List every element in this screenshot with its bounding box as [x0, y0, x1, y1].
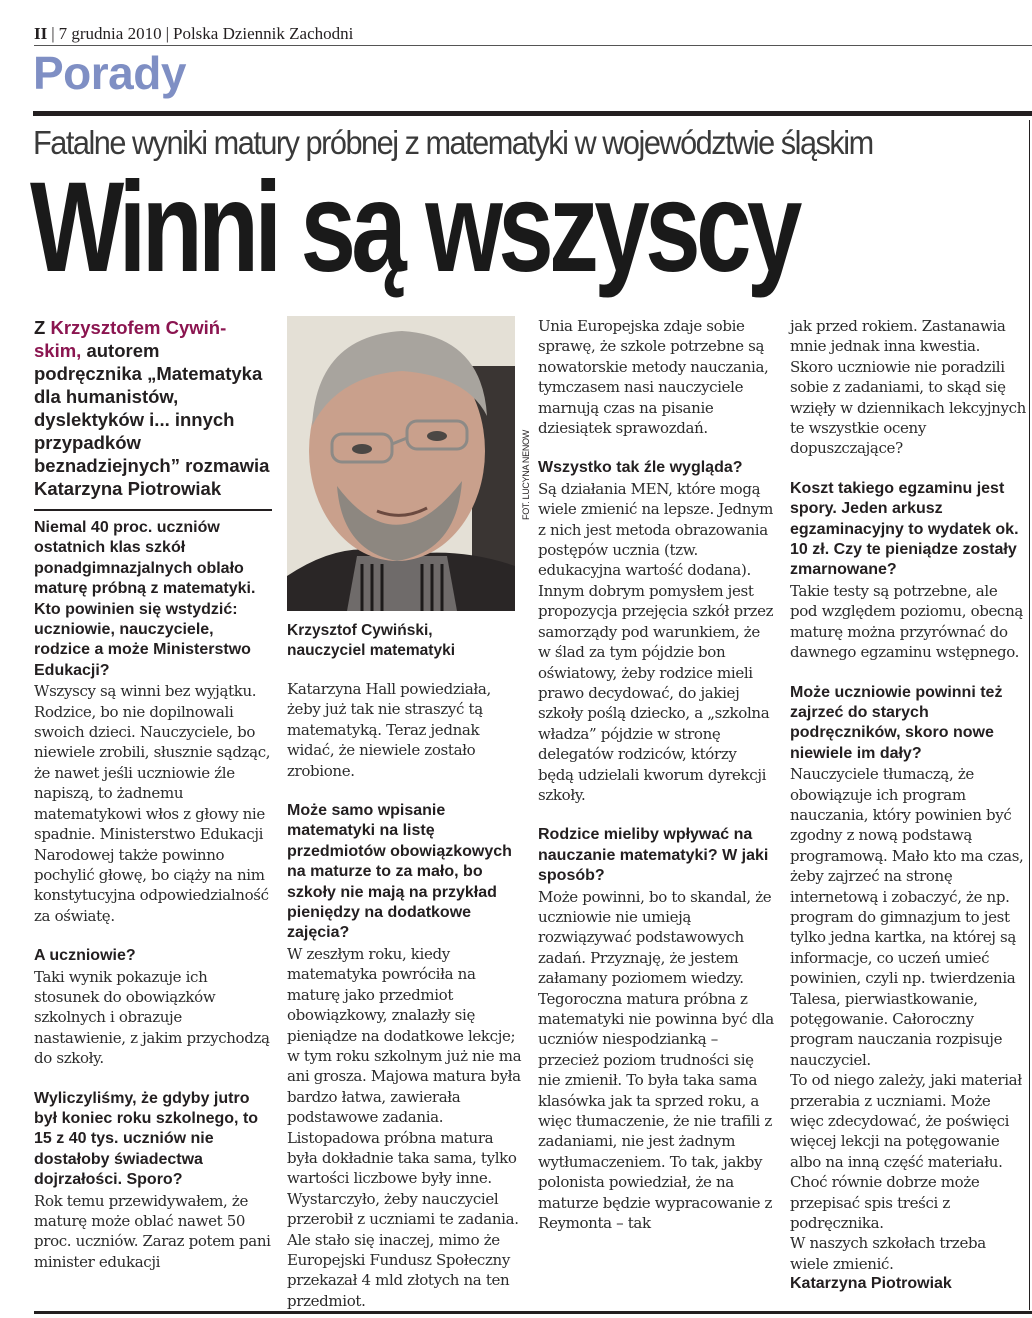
folio-separator: |: [51, 24, 55, 43]
article-headline: Winni są wszyscy: [30, 156, 798, 299]
intro-prefix: Z: [34, 317, 51, 338]
interview-answer: Wszyscy są winni bez wyjątku. Rodzice, bo nie dopilnowali swoich dzieci. Nauczyciele, bo niewiele zrobili, słusznie sądząc, że nawet jeśli uczniowie źle napiszą, to żadnemu matematykowi włos z głowy nie spadnie. Ministerstwo Edukacji Narodowej także powinno pochylić głowę, bo ciąży na nim konstytucyjna odpowiedzialność za oświatę.: [34, 682, 271, 925]
interview-answer: Nauczyciele tłumaczą, że obowiązuje ich program nauczania, który powinien być zgodny z nową podstawą programową. Mało kto ma czas, żeby zajrzeć na stronę internetową i zobaczyć, że np. program do gimnazjum to jest tylko jedna kartka, na której są informacje, co uczeń umieć powinien, czyli np. twierdzenia Talesa, pierwiastkowanie, potęgowanie. Całoroczny program nauczania rozpisuje nauczyciel.: [790, 765, 1024, 1069]
section-rule: [33, 111, 1032, 116]
paragraph-gap: [34, 1069, 272, 1089]
column-body: [538, 316, 774, 1233]
intro-text: autorem podręcznika „Matematyka dla humanistów, dyslektyków i... innych przypadków beznadziejnych” rozmawia Katarzyna Piotrowiak: [34, 340, 270, 499]
paragraph-gap: [538, 805, 774, 825]
author-signature: Katarzyna Piotrowiak: [790, 1275, 952, 1293]
page-edge-rule: [1029, 120, 1030, 1310]
paragraph-gap: [287, 781, 523, 801]
article-kicker: Fatalne wyniki matury próbnej z matematyki w województwie śląskim: [33, 124, 873, 161]
issue-date: 7 grudnia 2010: [58, 24, 162, 43]
interview-answer: Taki wynik pokazuje ich stosunek do obowiązków szkolnych i obrazuje nastawienie, z jakim przychodzą do szkoły.: [34, 967, 270, 1068]
folio: [34, 24, 353, 44]
paragraph-gap: [790, 663, 1026, 683]
interview-answer: Unia Europejska zdaje sobie sprawę, że szkole potrzebne są nowatorskie metody nauczania, tymczasem nasi nauczyciele marnują czas na pisanie dziesiątek sprawozdań.: [538, 317, 769, 438]
interview-answer: Może powinni, bo to skandal, że uczniowie nie umieją rozwiązywać podstawowych zadań. Przyznaję, że jestem załamany poziomem wiedzy. Tegoroczna matura próbna z matematyki nie powinna być dla uczniów niespodzianką – przecież poziom trudności się nie zmienił. To była taka sama klasówka jak ta sprzed roku, a więc tłumaczenie, że nie trafili z zadaniami, nie jest żadnym wytłumaczeniem. To tak, jakby polonista powiedział, że na maturze będzie wypracowanie z Reymonta – tak: [538, 887, 774, 1233]
interview-question: Niemal 40 proc. uczniów ostatnich klas szkół ponadgimnazjalnych oblało maturę próbną z matematyki. Kto powinien się wstydzić: uczniowie, nauczyciele, rodzice a może Ministerstwo Edukacji?: [34, 519, 256, 679]
interviewee-name: Krzysztofem Cywiń-skim,: [34, 317, 227, 361]
column-1: [34, 316, 272, 1272]
interview-question: Wszystko tak źle wygląda?: [538, 459, 743, 477]
column-body: [34, 518, 272, 1272]
interview-answer: To od niego zależy, jaki materiał przerabia z uczniami. Może więc zdecydować, że poświęci więcej lekcji na potęgowanie albo na inną część materiału. Choć równie dobrze może przepisać spis treści z podręcznika.: [790, 1071, 1022, 1233]
interview-question: Rodzice mieliby wpływać na nauczanie matematyki? W jaki sposób?: [538, 826, 769, 885]
interviewee-photo: [287, 316, 515, 611]
column-2: [287, 316, 523, 1311]
interview-answer: Rok temu przewidywałem, że maturę może oblać nawet 50 proc. uczniów. Zaraz potem pani minister edukacji: [34, 1191, 271, 1271]
interview-answer: W zeszłym roku, kiedy matematyka powróciła na maturę jako przedmiot obowiązkowy, znalazły się pieniądze na dodatkowe lekcje; w tym roku szkolnym już nie ma ani grosza. Majowa matura była bardzo łatwa, zawierała podstawowe zadania. Listopadowa próbna matura była dokładnie taka sama, tylko wartości liczbowe były inne. Wystarczyło, żeby nauczyciel przerobił z uczniami te zadania. Ale stało się inaczej, mimo że Europejski Fundusz Społeczny przekazał 4 mld złotych na ten przedmiot.: [287, 944, 522, 1310]
interview-question: Wyliczyliśmy, że gdyby jutro był koniec roku szkolnego, to 15 z 40 tys. uczniów nie dostałoby świadectwa dojrzałości. Sporo?: [34, 1089, 259, 1189]
interview-answer: Takie testy są potrzebne, ale pod względem poziomu, obecną maturę można przyrównać do dawnego egzaminu wstępnego.: [790, 581, 1023, 662]
article-intro: [34, 316, 272, 500]
interview-answer: Są działania MEN, które mogą wiele zmienić na lepsze. Jednym z nich jest metoda obrazowania postępów ucznia (tzw. edukacyjna wartość dodana).: [538, 479, 774, 580]
section-title: Porady: [33, 47, 186, 99]
interview-answer: Innym dobrym pomysłem jest propozycja przejęcia szkół przez samorządy pod warunkiem, że w ślad za tym pójdzie bon oświatowy, żeby rodzice mieli prawo decydować, do jakiej szkoły poślą dziecko, a „szkolna władza” pójdzie w stronę delegatów rodziców, którzy będą udzielali kworum dyrekcji szkoły.: [538, 581, 774, 804]
column-body: [790, 316, 1026, 1274]
interview-answer: jak przed rokiem. Zastanawia mnie jednak inna kwestia. Skoro uczniowie nie poradzili sobie z zadaniami, to skąd się wzięły w dziennikach lekcyjnych te wszystkie oceny dopuszczające?: [790, 317, 1026, 458]
column-3: [538, 316, 774, 1233]
publication-name: Polska Dziennik Zachodni: [172, 24, 354, 43]
photo-credit: FOT. LUCYNA NENOW: [521, 430, 531, 520]
interview-question: Może samo wpisanie matematyki na listę przedmiotów obowiązkowych na maturze to za mało, bo szkoły nie mają na przykład pieniędzy na dodatkowe zajęcia?: [287, 802, 512, 942]
page-number: II: [34, 24, 48, 43]
interview-question: Koszt takiego egzaminu jest spory. Jeden arkusz egzaminacyjny to wydatek ok. 10 zł. Czy te pieniądze zostały zmarnowane?: [790, 479, 1019, 579]
portrait-illustration: [287, 316, 515, 611]
interview-question: Może uczniowie powinni też zajrzeć do starych podręczników, skoro nowe niewiele im dały?: [790, 683, 1003, 762]
folio-separator: |: [165, 24, 169, 43]
paragraph-gap: [538, 438, 774, 458]
bottom-rule: [34, 1311, 1032, 1314]
interview-question: A uczniowie?: [34, 947, 136, 965]
interview-answer: Katarzyna Hall powiedziała, żeby już tak nie straszyć tą matematyką. Teraz jednak widać, że niewiele zostało zrobione.: [287, 680, 491, 780]
intro-divider: [34, 509, 272, 511]
spacer: [287, 661, 523, 679]
paragraph-gap: [790, 459, 1026, 479]
column-4: [790, 316, 1026, 1295]
column-body: [287, 679, 523, 1311]
caption-name: Krzysztof Cywiński,: [287, 622, 433, 639]
interview-answer: W naszych szkołach trzeba wiele zmienić.: [790, 1234, 986, 1273]
caption-role: nauczyciel matematyki: [287, 642, 456, 659]
paragraph-gap: [34, 926, 272, 946]
photo-caption: [287, 621, 523, 661]
